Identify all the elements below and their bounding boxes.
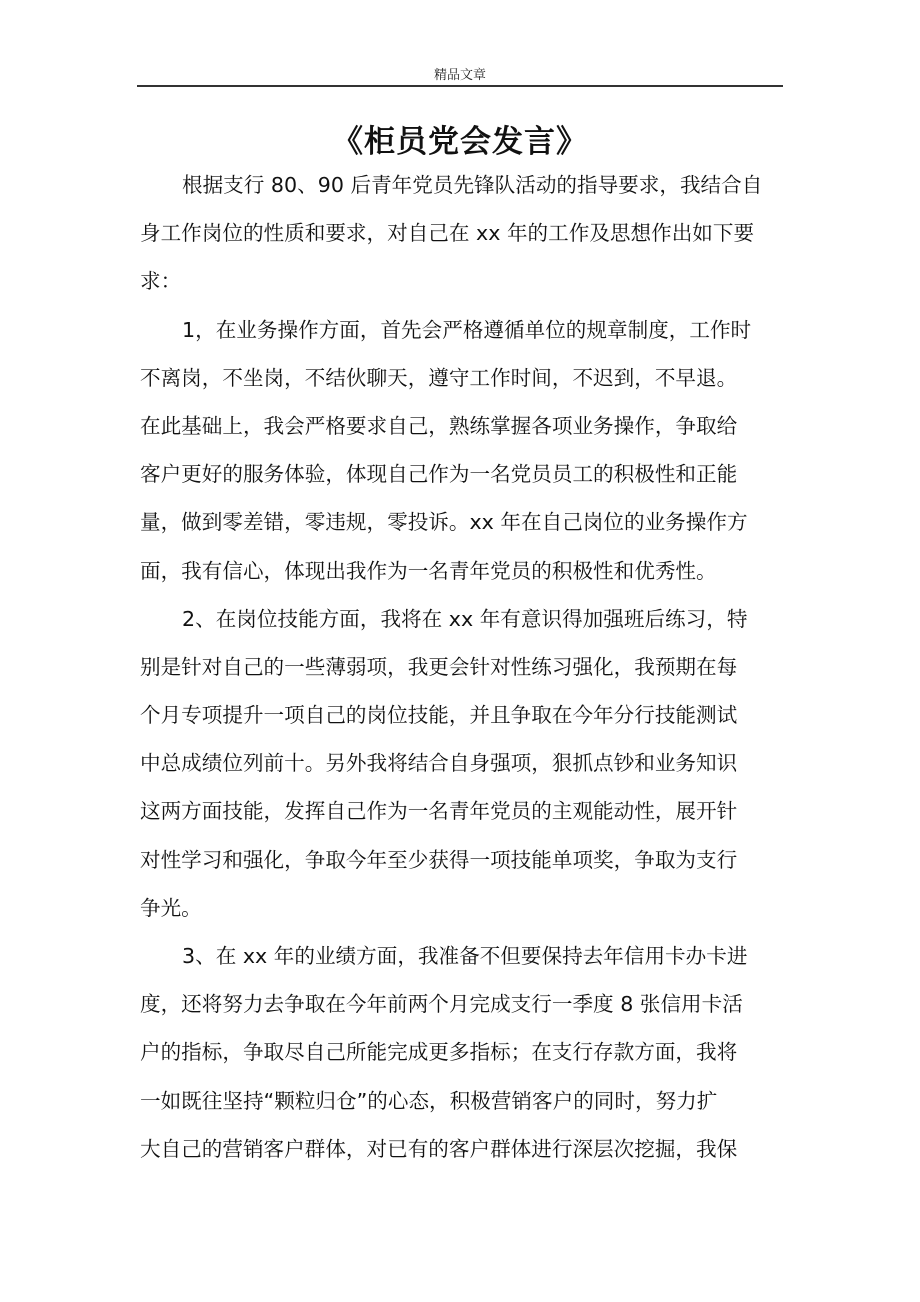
paragraph — [140, 932, 785, 1173]
text-line: 这两方面技能，发挥自己作为一名青年党员的主观能动性，展开针 — [140, 799, 738, 824]
text-line: 不离岗，不坐岗，不结伙聊天，遵守工作时间，不迟到，不早退。 — [140, 365, 738, 390]
text-line: 个月专项提升一项自己的岗位技能，并且争取在今年分行技能测试 — [140, 703, 738, 728]
text-line: 3、在 xx 年的业绩方面，我准备不但要保持去年信用卡办卡进 — [182, 944, 748, 968]
paragraph — [140, 161, 785, 306]
text-line: 2、在岗位技能方面，我将在 xx 年有意识得加强班后练习，特 — [182, 606, 748, 631]
text-line: 量，做到零差错，零违规，零投诉。xx 年在自己岗位的业务操作方 — [140, 510, 748, 535]
text-line: 在此基础上，我会严格要求自己，熟练掌握各项业务操作，争取给 — [140, 413, 738, 438]
text-line: 大自己的营销客户群体，对已有的客户群体进行深层次挖掘，我保 — [140, 1136, 738, 1161]
text-line: 别是针对自己的一些薄弱项，我更会针对性练习强化，我预期在每 — [140, 654, 738, 679]
text-line: 1，在业务操作方面，首先会严格遵循单位的规章制度，工作时 — [182, 317, 752, 342]
text-line: 中总成绩位列前十。另外我将结合自身强项，狠抓点钞和业务知识 — [140, 751, 738, 776]
text-line: 身工作岗位的性质和要求，对自己在 xx 年的工作及思想作出如下要 — [140, 221, 755, 246]
document-body — [140, 161, 785, 1173]
page-header: 精品文章 — [433, 68, 486, 83]
text-line: 客户更好的服务体验，体现自己作为一名党员员工的积极性和正能 — [140, 462, 738, 487]
text-line: 户的指标，争取尽自己所能完成更多指标；在支行存款方面，我将 — [140, 1040, 738, 1065]
header-divider — [137, 85, 783, 87]
text-line: 面，我有信心，体现出我作为一名青年党员的积极性和优秀性。 — [140, 558, 717, 583]
paragraph — [140, 306, 785, 595]
paragraph — [140, 595, 785, 932]
text-line: 度，还将努力去争取在今年前两个月完成支行一季度 8 张信用卡活 — [140, 992, 743, 1017]
document-title: 《柜员党会发言》 — [332, 124, 588, 160]
text-line: 一如既往坚持“颗粒归仓”的心态，积极营销客户的同时，努力扩 — [140, 1088, 718, 1113]
text-line: 根据支行 80、90 后青年党员先锋队活动的指导要求，我结合自 — [182, 173, 763, 197]
text-line: 对性学习和强化，争取今年至少获得一项技能单项奖，争取为支行 — [140, 847, 738, 872]
text-line: 争光。 — [140, 895, 202, 920]
text-line: 求： — [140, 269, 182, 294]
